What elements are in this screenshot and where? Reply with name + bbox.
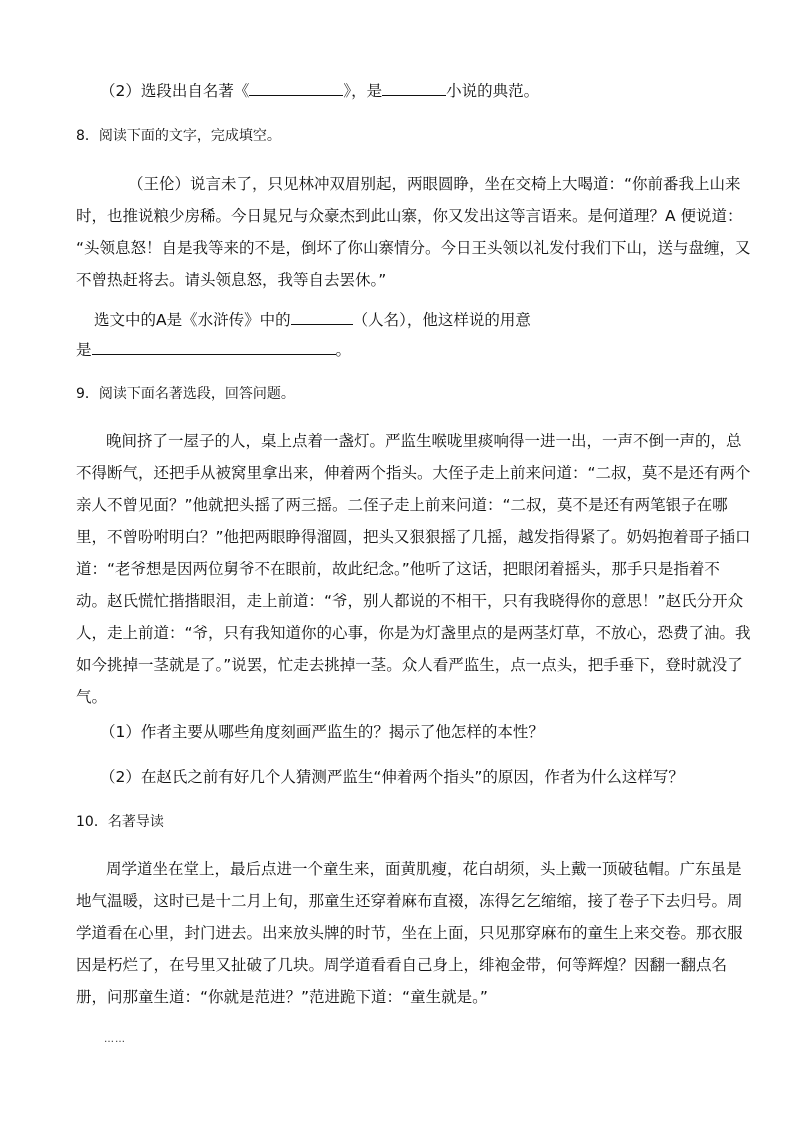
q9-passage-line: 道：“老爷想是因两位舅爷不在眼前，故此纪念。”他听了这话，把眼闭着摇头，那手只是指着不 (76, 560, 720, 578)
q9-passage-line: 人，走上前道：“爷，只有我知道你的心事，你是为灯盏里点的是两茎灯草，不放心，恐费了油。我 (76, 624, 751, 642)
q7-sub2-mid: 》，是 (343, 82, 383, 100)
q9-passage (76, 425, 751, 713)
q8-passage-line: 不曾热赶将去。请头领息怒，我等自去罢休。” (76, 271, 387, 289)
q8-passage-line: （王伦）说言未了，只见林冲双眉别起，两眼圆睁，坐在交椅上大喝道：“你前番我上山来 (128, 175, 741, 193)
q9-passage-line: 动。赵氏慌忙揩揩眼泪，走上前道：“爷，别人都说的不相干，只有我晓得你的意思！”赵氏分开众 (76, 592, 744, 610)
q9-sub2: （2）在赵氏之前有好几个人猜测严监生“伸着两个指头”的原因，作者为什么这样写？ (100, 768, 684, 786)
q8-passage (76, 168, 751, 296)
q7-genre-blank[interactable] (382, 81, 446, 96)
q7-sub2 (100, 81, 539, 101)
q9-sub1: （1）作者主要从哪些角度刻画严监生的？揭示了他怎样的本性？ (100, 723, 544, 741)
q10-passage-line: 册，问那童生道：“你就是范进？”范进跪下道：“童生就是。” (76, 988, 488, 1006)
q10-passage (76, 853, 743, 1013)
q8-fill-line2 (76, 340, 351, 360)
q7-sub2-suffix: 小说的典范。 (446, 82, 540, 100)
q8-name-blank[interactable] (291, 310, 353, 325)
q9-passage-line: 不得断气，还把手从被窝里拿出来，伸着两个指头。大侄子走上前来问道：“二叔，莫不是还有两个 (76, 464, 751, 482)
q9-title: 9．阅读下面名著选段，回答问题。 (76, 386, 295, 402)
q8-fill-mid: （人名），他这样说的用意 (352, 311, 531, 329)
q7-book-blank[interactable] (249, 81, 343, 96)
q10-passage-line: 地气温暖，这时已是十二月上旬，那童生还穿着麻布直裰，冻得乞乞缩缩，接了卷子下去归号。周 (76, 892, 743, 910)
q8-fill-line2-suffix: 。 (335, 341, 352, 359)
q9-passage-line: 气。 (76, 688, 108, 706)
q10-passage-line: 学道看在心里，封门进去。出来放头牌的时节，坐在上面，只见那穿麻布的童生上来交卷。那衣服 (76, 924, 743, 942)
q9-passage-line: 里，不曾吩咐明白？”他把两眼睁得溜圆，把头又狠狠摇了几摇，越发指得紧了。奶妈抱着哥子插口 (76, 528, 751, 546)
q8-passage-line: 时，也推说粮少房稀。今日晁兄与众豪杰到此山寨，你又发出这等言语来。是何道理？A 便说道： (76, 207, 743, 225)
q10-ellipsis: …… (104, 1034, 126, 1045)
q9-passage-line: 如今挑掉一茎就是了。”说罢，忙走去挑掉一茎。众人看严监生，点一点头，把手垂下，登时就没了 (76, 656, 743, 674)
q8-intent-blank[interactable] (92, 340, 336, 355)
q8-fill-prefix: 选文中的A是《水浒传》中的 (94, 311, 291, 329)
q9-passage-line: 亲人不曾见面？”他就把头摇了两三摇。二侄子走上前来问道：“二叔，莫不是还有两笔银子在哪 (76, 496, 728, 514)
q7-sub2-prefix: （2）选段出自名著《 (100, 82, 250, 100)
q10-passage-line: 周学道坐在堂上，最后点进一个童生来，面黄肌瘦，花白胡须，头上戴一顶破毡帽。广东虽是 (106, 860, 742, 878)
q10-title: 10．名著导读 (76, 814, 164, 830)
q8-passage-line: “头领息怒！自是我等来的不是，倒坏了你山寨情分。今日王头领以礼发付我们下山，送与盘缠，又 (76, 239, 751, 257)
q10-passage-line: 因是朽烂了，在号里又扯破了几块。周学道看看自己身上，绯袍金带，何等辉煌？因翻一翻点名 (76, 956, 728, 974)
q9-passage-line: 晚间挤了一屋子的人，桌上点着一盏灯。严监生喉咙里痰响得一进一出，一声不倒一声的，总 (106, 432, 742, 450)
q8-fill-line1 (94, 310, 531, 330)
q8-fill-line2-prefix: 是 (76, 341, 92, 359)
q8-title: 8．阅读下面的文字，完成填空。 (76, 128, 281, 144)
